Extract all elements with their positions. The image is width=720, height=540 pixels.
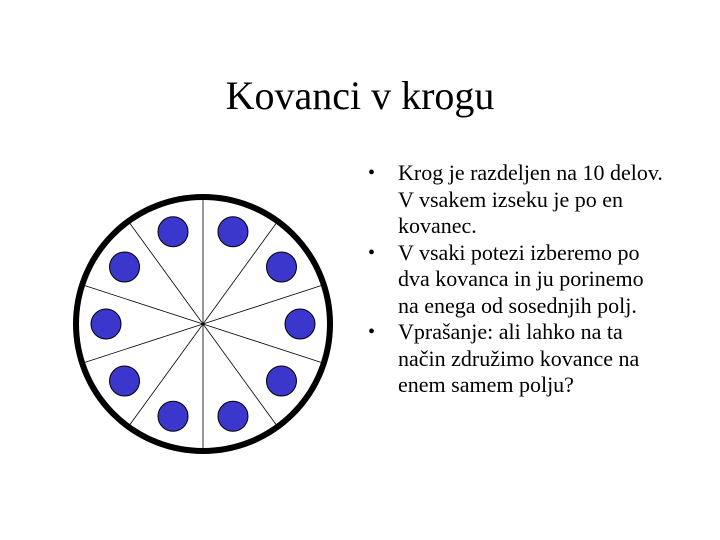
coin [266, 366, 296, 396]
bullet-list [368, 160, 668, 399]
bullet-dot-icon: • [368, 321, 376, 343]
coin [266, 252, 296, 282]
coin [218, 401, 248, 431]
coin [158, 401, 188, 431]
bullet-dot-icon: • [368, 162, 376, 184]
bullet-dot-icon: • [368, 241, 376, 264]
coin [218, 217, 248, 247]
coin [110, 252, 140, 282]
coin [285, 309, 315, 339]
coin [91, 309, 121, 339]
bullet-text: Krog je razdeljen na 10 delov. V vsakem izseku je po en kovanec. [398, 160, 663, 238]
coin [110, 366, 140, 396]
slide-title: Kovanci v krogu [225, 73, 495, 118]
bullet-text: Vprašanje: ali lahko na ta način združimo kovance na enem samem polju? [398, 319, 640, 397]
bullet-item [368, 319, 668, 399]
bullet-text: V vsaki potezi izberemo po dva kovanca in ju porinemo na enega od sosednjih polj. [398, 239, 644, 318]
bullet-item [368, 160, 668, 240]
bullet-item [368, 240, 668, 320]
coin [158, 217, 188, 247]
